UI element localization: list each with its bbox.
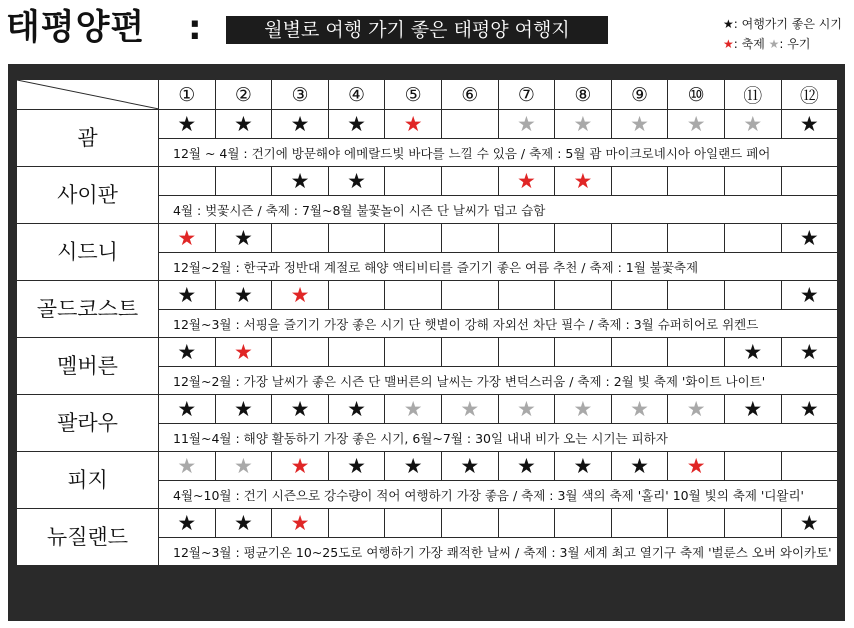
month-cell [781,338,838,367]
month-header: ⑧ [555,80,612,110]
rainy-star-icon: ★ [630,112,649,136]
month-cell [328,281,385,310]
month-cell [724,281,781,310]
month-cell [159,224,216,253]
month-cell [385,281,442,310]
month-cell [555,224,612,253]
rainy-star-icon: ★ [630,397,649,421]
best-star-icon: ★ [347,169,366,193]
best-star-icon: ★ [290,397,310,421]
festival-star-icon: ★ [177,226,197,250]
month-cell [159,395,216,424]
destination-note: 11월~4월 : 해양 활동하기 가장 좋은 시기, 6월~7월 : 30일 내내 비가 오는 시기는 피하자 [159,424,838,452]
month-cell [724,224,781,253]
legend-row-other [723,34,842,54]
month-cell [555,167,612,196]
month-cell [272,110,329,139]
month-header: ④ [328,80,385,110]
month-cell [328,395,385,424]
travel-calendar-table [16,79,838,566]
rainy-star-icon: ★ [686,112,706,136]
rainy-star-icon: ★ [516,112,536,136]
festival-star-icon: ★ [516,169,536,193]
month-cell [159,281,216,310]
month-cell [498,395,555,424]
month-cell [498,509,555,538]
month-cell [441,167,498,196]
festival-star-icon: ★ [573,169,593,193]
destination-name: 뉴질랜드 [17,509,159,566]
rainy-star-icon: ★ [516,397,536,421]
month-cell [441,338,498,367]
destination-row [17,338,838,367]
legend-rainy-star-icon: ★ [768,37,780,51]
destination-row [17,395,838,424]
best-star-icon: ★ [233,283,253,307]
rainy-star-icon: ★ [233,454,253,478]
best-star-icon: ★ [743,397,763,421]
month-cell [215,509,272,538]
month-cell [781,395,838,424]
destination-name: 팔라우 [17,395,159,452]
month-cell [272,452,329,481]
destination-note: 12월~3월 : 평균기온 10~25도로 여행하기 가장 쾌적한 날씨 / 축제 : 3월 세계 최고 열기구 축제 '벌룬스 오버 와이카토' [159,538,838,566]
destination-name: 골드코스트 [17,281,159,338]
festival-star-icon: ★ [403,112,423,136]
month-cell [328,452,385,481]
festival-star-icon: ★ [233,340,253,364]
month-cell [781,509,838,538]
destination-name: 괌 [17,110,159,167]
destination-row [17,281,838,310]
month-cell [668,281,725,310]
best-star-icon: ★ [516,454,536,478]
rainy-star-icon: ★ [686,397,706,421]
legend-rainy-label: : 우기 [779,37,811,51]
month-cell [668,110,725,139]
best-star-icon: ★ [233,397,253,421]
month-cell [668,224,725,253]
month-cell [215,167,272,196]
legend-row-best [723,14,842,34]
month-cell [781,224,838,253]
month-cell [272,224,329,253]
destination-name: 사이판 [17,167,159,224]
month-cell [498,281,555,310]
best-star-icon: ★ [799,397,819,421]
month-cell [781,110,838,139]
month-cell [441,281,498,310]
destination-note: 12월~3월 : 서핑을 즐기기 가장 좋은 시기 단 햇볕이 강해 자외선 차단 필수 / 축제 : 3월 슈퍼히어로 위켄드 [159,310,838,338]
month-cell [498,110,555,139]
month-header: ⑩ [668,80,725,110]
best-star-icon: ★ [799,226,819,250]
rainy-star-icon: ★ [177,454,197,478]
month-cell [668,509,725,538]
month-cell [385,509,442,538]
month-cell [611,338,668,367]
month-cell [668,167,725,196]
month-cell [215,338,272,367]
rainy-star-icon: ★ [460,397,480,421]
month-cell [724,509,781,538]
destination-row [17,110,838,139]
month-cell [328,224,385,253]
best-star-icon: ★ [403,454,423,478]
month-cell [328,167,385,196]
best-star-icon: ★ [233,112,253,136]
month-cell [611,281,668,310]
best-star-icon: ★ [290,169,310,193]
month-cell [385,167,442,196]
month-cell [385,110,442,139]
month-cell [272,395,329,424]
destination-note: 4월 : 벚꽃시즌 / 축제 : 7월~8월 불꽃놀이 시즌 단 날씨가 덥고 습함 [159,196,838,224]
destination-note: 12월~2월 : 가장 날씨가 좋은 시즌 단 맬버른의 날씨는 가장 변덕스러움 / 축제 : 2월 빛 축제 '화이트 나이트' [159,367,838,395]
month-header: ⑪ [724,80,781,110]
month-cell [441,452,498,481]
month-cell [385,224,442,253]
month-header: ⑦ [498,80,555,110]
month-cell [272,338,329,367]
month-cell [215,281,272,310]
month-header: ② [215,80,272,110]
rainy-star-icon: ★ [743,112,763,136]
month-cell [159,338,216,367]
month-cell [611,452,668,481]
best-star-icon: ★ [799,511,819,535]
month-cell [781,452,838,481]
best-star-icon: ★ [177,283,197,307]
month-header-row [17,80,838,110]
month-cell [724,452,781,481]
rainy-star-icon: ★ [573,112,593,136]
best-star-icon: ★ [799,283,819,307]
month-cell [555,395,612,424]
best-star-icon: ★ [460,454,480,478]
page-title: 태평양편 [6,8,146,48]
month-cell [555,338,612,367]
festival-star-icon: ★ [686,454,706,478]
month-cell [159,167,216,196]
best-star-icon: ★ [799,340,819,364]
month-cell [385,338,442,367]
month-cell [385,395,442,424]
month-cell [272,509,329,538]
month-cell [555,110,612,139]
best-star-icon: ★ [573,454,593,478]
destination-name: 시드니 [17,224,159,281]
month-cell [724,167,781,196]
best-star-icon: ★ [233,226,253,250]
month-cell [781,167,838,196]
destination-name: 멜버른 [17,338,159,395]
month-cell [498,338,555,367]
destination-name: 피지 [17,452,159,509]
best-star-icon: ★ [177,397,197,421]
month-cell [441,509,498,538]
month-header: ③ [272,80,329,110]
month-cell [498,452,555,481]
month-cell [215,224,272,253]
month-cell [724,395,781,424]
month-cell [498,224,555,253]
best-star-icon: ★ [630,454,649,478]
destination-row [17,167,838,196]
month-cell [159,452,216,481]
month-cell [215,110,272,139]
month-cell [328,338,385,367]
best-star-icon: ★ [347,397,366,421]
month-cell [668,395,725,424]
legend-best-label: : 여행가기 좋은 시기 [733,17,842,31]
festival-star-icon: ★ [290,454,310,478]
month-cell [555,281,612,310]
month-cell [441,110,498,139]
best-star-icon: ★ [347,112,366,136]
best-star-icon: ★ [177,340,197,364]
destination-note: 4월~10월 : 건기 시즌으로 강수량이 적어 여행하기 가장 좋음 / 축제 : 3월 색의 축제 '홀리' 10월 빛의 축제 '디왈리' [159,481,838,509]
best-star-icon: ★ [743,340,763,364]
destination-row [17,452,838,481]
month-cell [611,509,668,538]
month-cell [159,110,216,139]
best-star-icon: ★ [177,511,197,535]
month-header: ⑥ [441,80,498,110]
month-cell [668,338,725,367]
month-cell [441,224,498,253]
month-cell [272,281,329,310]
best-star-icon: ★ [177,112,197,136]
best-star-icon: ★ [233,511,253,535]
month-cell [328,110,385,139]
rainy-star-icon: ★ [573,397,593,421]
month-cell [385,452,442,481]
month-header: ⑨ [611,80,668,110]
month-header: ① [159,80,216,110]
month-cell [441,395,498,424]
month-cell [611,395,668,424]
month-cell [328,509,385,538]
diagonal-divider-icon [17,80,159,109]
best-star-icon: ★ [290,112,310,136]
page-subtitle: 월별로 여행 가기 좋은 태평양 여행지 [226,16,608,44]
month-header: ⑫ [781,80,838,110]
destination-row [17,224,838,253]
legend [723,14,842,54]
festival-star-icon: ★ [290,283,310,307]
month-cell [611,224,668,253]
month-cell [724,110,781,139]
festival-star-icon: ★ [290,511,310,535]
month-cell [215,395,272,424]
month-cell [215,452,272,481]
month-cell [724,338,781,367]
destination-note: 12월 ~ 4월 : 건기에 방문해야 에메랄드빛 바다를 느낄 수 있음 / 축제 : 5월 괌 마이크로네시아 아일랜드 페어 [159,139,838,167]
month-cell [272,167,329,196]
destination-note: 12월~2월 : 한국과 정반대 계절로 해양 액티비티를 즐기기 좋은 여름 추천 / 축제 : 1월 불꽃축제 [159,253,838,281]
best-star-icon: ★ [799,112,819,136]
best-star-icon: ★ [347,454,366,478]
month-cell [555,509,612,538]
title-colon: : [188,8,202,48]
legend-best-star-icon: ★ [723,17,734,31]
destination-row [17,509,838,538]
month-cell [668,452,725,481]
month-cell [611,110,668,139]
corner-cell [17,80,159,110]
month-cell [611,167,668,196]
month-cell [159,509,216,538]
month-cell [781,281,838,310]
month-cell [498,167,555,196]
month-header: ⑤ [385,80,442,110]
month-cell [555,452,612,481]
rainy-star-icon: ★ [403,397,423,421]
legend-festival-label: : 축제 [733,37,765,51]
legend-festival-star-icon: ★ [723,37,734,51]
